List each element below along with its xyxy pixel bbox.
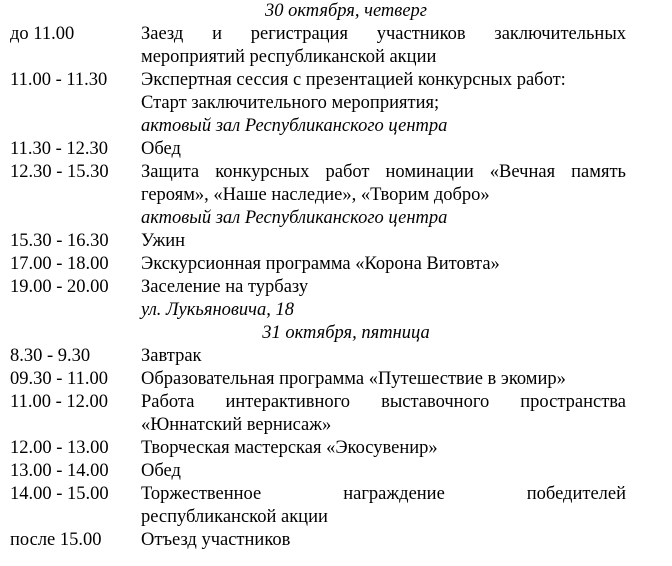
description-line: Заезд и регистрация участников заключительных — [141, 24, 626, 44]
schedule-row — [0, 276, 672, 322]
schedule-row — [0, 345, 672, 368]
schedule-row — [0, 437, 672, 460]
description-cell — [141, 161, 626, 230]
time-cell: 14.00 - 15.00 — [10, 484, 109, 504]
time-cell: 11.00 - 11.30 — [10, 70, 108, 90]
time-cell: 13.00 - 14.00 — [10, 461, 109, 481]
description-cell — [141, 345, 626, 368]
schedule-row — [0, 161, 672, 230]
description-line: мероприятий республиканской акции — [141, 47, 437, 67]
time-cell: 12.00 - 13.00 — [10, 438, 109, 458]
description-line: Отъезд участников — [141, 530, 291, 550]
description-line: Торжественное награждение победителей — [141, 484, 626, 504]
day-section — [0, 322, 672, 552]
description-cell — [141, 529, 626, 552]
location-text: актовый зал Республиканского центра — [141, 116, 448, 136]
description-cell — [141, 483, 626, 529]
description-line: Старт заключительного мероприятия; — [141, 93, 440, 113]
description-line: Экскурсионная программа «Корона Витовта» — [141, 254, 500, 274]
day-header: 31 октября, пятница — [262, 323, 430, 343]
description-cell — [141, 437, 626, 460]
time-cell: 17.00 - 18.00 — [10, 254, 109, 274]
description-cell — [141, 368, 626, 391]
description-line: Работа интерактивного выставочного пространства — [141, 392, 626, 412]
time-cell: 11.00 - 12.00 — [10, 392, 108, 412]
schedule-row — [0, 391, 672, 437]
schedule-row — [0, 69, 672, 138]
time-cell: до 11.00 — [10, 24, 75, 44]
schedule-row — [0, 23, 672, 69]
time-cell: 8.30 - 9.30 — [10, 346, 91, 366]
description-cell — [141, 138, 626, 161]
description-line: «Юннатский вернисаж» — [141, 415, 332, 435]
description-line: Обед — [141, 139, 181, 159]
schedule-row — [0, 529, 672, 552]
description-line: Творческая мастерская «Экосувенир» — [141, 438, 438, 458]
description-line: Образовательная программа «Путешествие в экомир» — [141, 369, 566, 389]
description-line: Заселение на турбазу — [141, 277, 309, 297]
description-line: республиканской акции — [141, 507, 328, 527]
description-line: Экспертная сессия с презентацией конкурсных работ: — [141, 70, 566, 90]
time-cell: 11.30 - 12.30 — [10, 139, 108, 159]
time-cell: 09.30 - 11.00 — [10, 369, 108, 389]
description-line: Защита конкурсных работ номинации «Вечная память — [141, 162, 626, 182]
description-line: Ужин — [141, 231, 186, 251]
schedule-row — [0, 253, 672, 276]
schedule-row — [0, 483, 672, 529]
description-line: героям», «Наше наследие», «Творим добро» — [141, 185, 490, 205]
schedule-row — [0, 138, 672, 161]
schedule-row — [0, 460, 672, 483]
schedule-row — [0, 230, 672, 253]
location-text: ул. Лукьяновича, 18 — [141, 300, 294, 320]
time-cell: 19.00 - 20.00 — [10, 277, 109, 297]
description-cell — [141, 69, 626, 138]
description-cell — [141, 460, 626, 483]
description-cell — [141, 253, 626, 276]
time-cell: после 15.00 — [10, 530, 102, 550]
location-text: актовый зал Республиканского центра — [141, 208, 448, 228]
day-header: 30 октября, четверг — [265, 1, 427, 21]
description-cell — [141, 230, 626, 253]
time-cell: 15.30 - 16.30 — [10, 231, 109, 251]
schedule-row — [0, 368, 672, 391]
time-cell: 12.30 - 15.30 — [10, 162, 109, 182]
description-cell — [141, 23, 626, 69]
description-cell — [141, 276, 626, 322]
description-cell — [141, 391, 626, 437]
description-line: Обед — [141, 461, 181, 481]
description-line: Завтрак — [141, 346, 202, 366]
